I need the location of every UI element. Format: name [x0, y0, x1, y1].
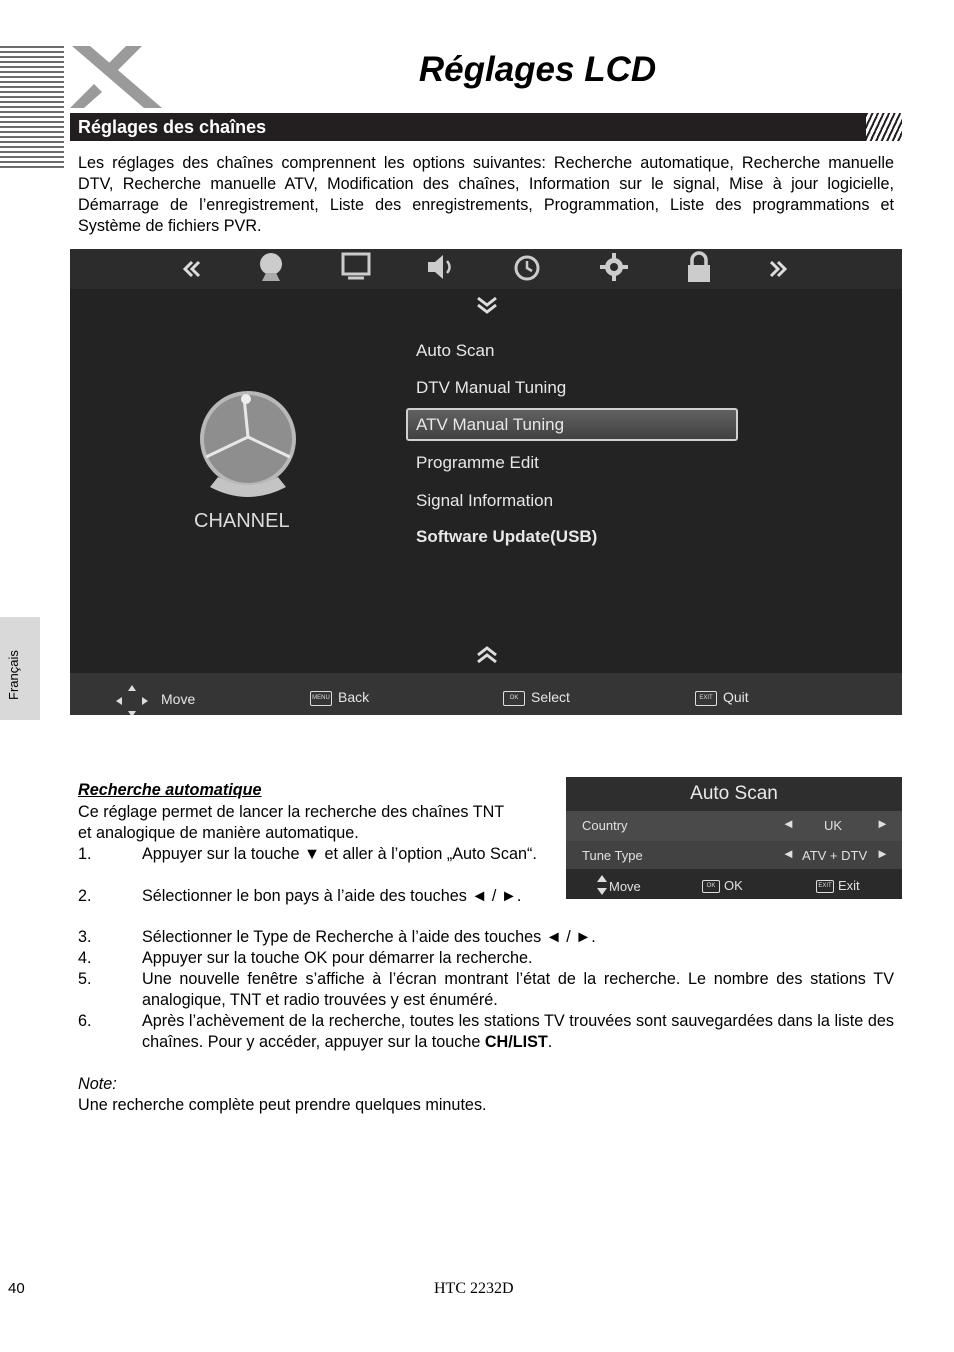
- step-number: 4.: [78, 949, 92, 967]
- auto-scan-title: Auto Scan: [566, 777, 902, 811]
- channel-dish-icon: [188, 387, 312, 507]
- menu-item-programme-edit: Programme Edit: [416, 453, 539, 472]
- intro-paragraph: Les réglages des chaînes comprennent les options suivantes: Recherche automatique, Recherche manuelle DTV, Recherche manuelle ATV, Modification des chaînes, Information sur le signal, Mise à jour logicielle, Démarrage de l’enregistrement, Liste des enregistrements, Programmation, Liste des programmations et Système de fichiers PVR.: [78, 154, 894, 235]
- scan-footer-ok-label: OK: [724, 878, 743, 893]
- step-number: 6.: [78, 1012, 92, 1030]
- step-number: 5.: [78, 970, 92, 988]
- channel-label: CHANNEL: [194, 510, 290, 532]
- double-chevron-left-icon: [180, 257, 204, 281]
- ok-key-icon: OK: [503, 691, 525, 706]
- menu-item-atv-manual-tuning: ATV Manual Tuning: [416, 415, 565, 434]
- menu-item-software-update: Software Update(USB): [416, 527, 598, 546]
- ok-key-icon: OK: [702, 880, 720, 893]
- scan-footer-exit-label: Exit: [838, 878, 860, 893]
- footer-select-label: Select: [531, 689, 570, 705]
- country-label: Country: [582, 818, 628, 833]
- tune-type-label: Tune Type: [582, 848, 643, 863]
- footer-back: [310, 689, 369, 706]
- double-chevron-down-icon: [475, 295, 499, 315]
- menu-item-dtv-manual-tuning: DTV Manual Tuning: [416, 378, 567, 397]
- step-text: Sélectionner le Type de Recherche à l’aide des touches ◄ / ►.: [142, 928, 596, 946]
- step-number: 3.: [78, 928, 92, 946]
- gear-icon: [598, 251, 630, 283]
- note-label: Note:: [78, 1075, 117, 1093]
- menu-key-icon: MENU: [310, 691, 332, 706]
- section-heading: Recherche automatique: [78, 781, 262, 799]
- section-desc-line1: Ce réglage permet de lancer la recherche des chaînes TNT: [78, 803, 505, 821]
- scan-footer-move: Move: [609, 879, 641, 894]
- double-chevron-right-icon: [766, 257, 790, 281]
- model-name: HTC 2232D: [434, 1280, 514, 1297]
- footer-back-label: Back: [338, 689, 370, 705]
- footer-quit-label: Quit: [723, 689, 749, 705]
- auto-scan-screenshot: [566, 777, 902, 899]
- satellite-dish-icon: [256, 251, 286, 283]
- up-down-arrow-icon: [596, 874, 608, 896]
- step-text-part: Après l’achèvement de la recherche, toutes les stations TV trouvées sont sauvegardées dans la liste des chaînes. Pour y accéder, appuyer sur la touche: [142, 1012, 894, 1051]
- arrow-right-icon: ►: [876, 846, 889, 861]
- footer-select: [503, 689, 570, 706]
- lock-icon: [684, 250, 714, 284]
- page-title: Réglages LCD: [418, 50, 657, 89]
- step-number: 1.: [78, 845, 92, 863]
- footer-move-label: Move: [161, 691, 196, 707]
- arrow-left-icon: ◄: [782, 816, 795, 831]
- language-tab-label: Français: [6, 650, 21, 700]
- ch-list-key-label: CH/LIST: [484, 1033, 548, 1051]
- exit-key-icon: EXIT: [695, 691, 717, 706]
- alarm-clock-icon: [511, 251, 543, 283]
- step-text: Appuyer sur la touche OK pour démarrer la recherche.: [142, 949, 533, 967]
- step-text: Sélectionner le bon pays à l’aide des touches ◄ / ►.: [142, 887, 522, 905]
- double-chevron-up-icon: [475, 645, 499, 665]
- arrow-right-icon: ►: [876, 816, 889, 831]
- picture-icon: [340, 251, 372, 283]
- menu-item-auto-scan: Auto Scan: [416, 341, 495, 360]
- arrow-left-icon: ◄: [782, 846, 795, 861]
- scan-footer-exit: [816, 878, 860, 893]
- country-value: UK: [824, 818, 843, 833]
- sound-icon: [425, 251, 457, 283]
- footer-quit: [695, 689, 749, 706]
- tune-type-value: ATV + DTV: [802, 848, 868, 863]
- section-bar-title: Réglages des chaînes: [78, 117, 267, 137]
- decorative-hatch: [866, 113, 902, 141]
- scan-footer-ok: [702, 878, 743, 893]
- tv-menu-screenshot: [70, 249, 902, 715]
- step-text: [142, 1011, 894, 1053]
- exit-key-icon: EXIT: [816, 880, 834, 893]
- menu-item-signal-information: Signal Information: [416, 491, 554, 510]
- step-number: 2.: [78, 887, 92, 905]
- note-text: Une recherche complète peut prendre quelques minutes.: [78, 1096, 487, 1114]
- section-desc-line2: et analogique de manière automatique.: [78, 824, 359, 842]
- step-text-end: .: [547, 1033, 553, 1051]
- arrow-keys-icon: [114, 683, 154, 715]
- step-text: Appuyer sur la touche ▼ et aller à l’option „Auto Scan“.: [142, 845, 537, 863]
- step-text: Une nouvelle fenêtre s’affiche à l’écran montrant l’état de la recherche. Le nombre des stations TV analogique, TNT et radio trouvées y est énuméré.: [142, 970, 894, 1009]
- page-number: 40: [8, 1280, 25, 1297]
